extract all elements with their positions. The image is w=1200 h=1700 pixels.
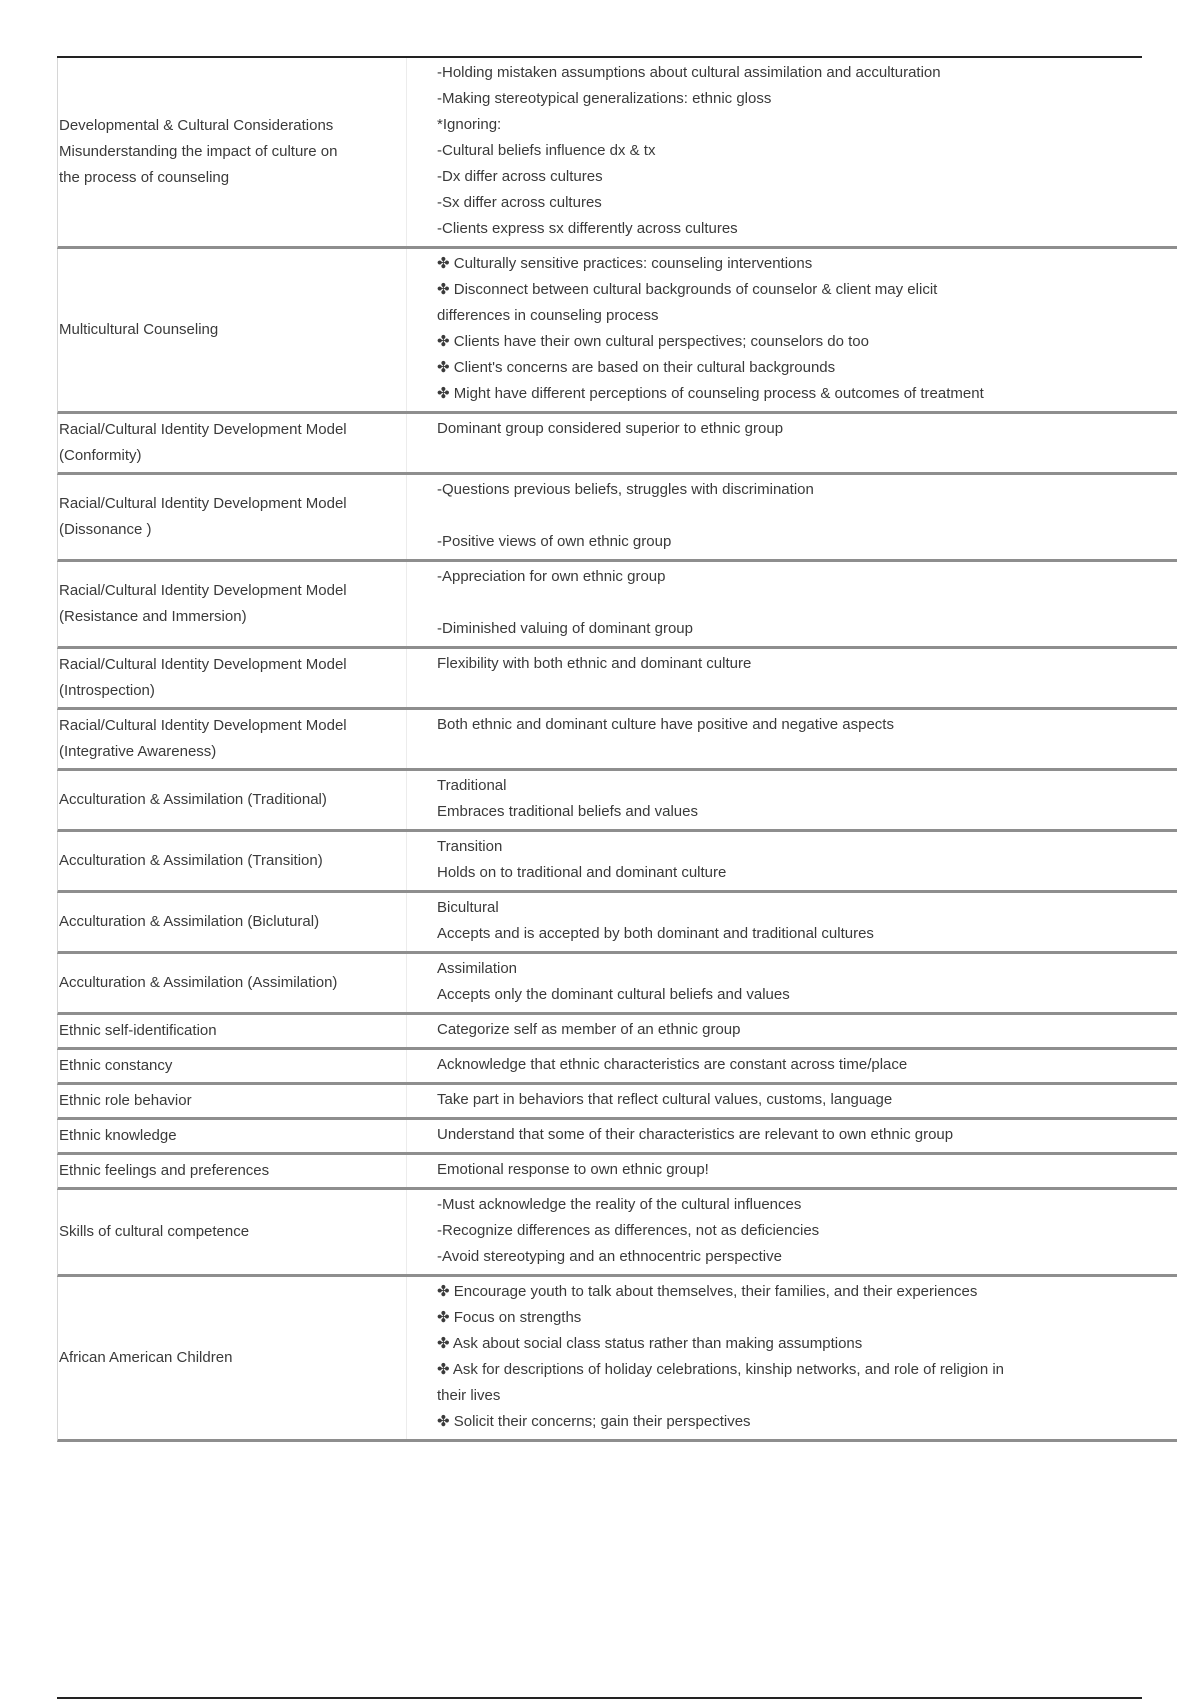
definition-line: -Making stereotypical generalizations: ethnic gloss: [437, 90, 772, 107]
definition-line: ✤ Focus on strengths: [437, 1309, 582, 1326]
term-line: (Dissonance ): [59, 521, 152, 538]
term-cell: [58, 1050, 406, 1082]
definition-cell: [406, 893, 1177, 951]
term-cell: [58, 771, 406, 829]
definition-line: their lives: [437, 1387, 501, 1404]
definition-line: ✤ Ask for descriptions of holiday celebrations, kinship networks, and role of religion in: [437, 1361, 1005, 1378]
term-line: (Integrative Awareness): [59, 743, 217, 760]
term-line: African American Children: [59, 1349, 233, 1366]
table-row: [57, 1155, 1177, 1190]
term-cell: [58, 414, 406, 472]
definition-line: -Dx differ across cultures: [437, 168, 603, 185]
term-line: (Conformity): [59, 447, 142, 464]
definition-line: Embraces traditional beliefs and values: [437, 803, 698, 820]
term-cell: [58, 832, 406, 890]
definition-cell: [406, 1155, 1177, 1187]
definition-line: ✤ Ask about social class status rather than making assumptions: [437, 1335, 863, 1352]
term-line: Misunderstanding the impact of culture on: [59, 143, 338, 160]
definition-cell: [406, 649, 1177, 707]
definition-line: Accepts and is accepted by both dominant and traditional cultures: [437, 925, 874, 942]
definition-line: -Avoid stereotyping and an ethnocentric perspective: [437, 1248, 782, 1265]
definition-line: Bicultural: [437, 899, 499, 916]
term-line: the process of counseling: [59, 169, 230, 186]
blank-line: [437, 590, 1169, 616]
term-line: Racial/Cultural Identity Development Model: [59, 656, 347, 673]
term-line: Acculturation & Assimilation (Traditional): [59, 791, 327, 808]
term-line: Acculturation & Assimilation (Transition): [59, 852, 323, 869]
definition-line: -Positive views of own ethnic group: [437, 533, 672, 550]
definition-cell: [406, 58, 1177, 246]
definition-cell: [406, 710, 1177, 768]
bottom-rule: [57, 1697, 1142, 1699]
table-row: [57, 58, 1177, 249]
term-cell: [58, 649, 406, 707]
definition-line: Categorize self as member of an ethnic group: [437, 1021, 741, 1038]
term-cell: [58, 893, 406, 951]
term-line: Acculturation & Assimilation (Assimilation): [59, 974, 338, 991]
term-cell: [58, 1085, 406, 1117]
table-row: [57, 1277, 1177, 1442]
definition-line: Flexibility with both ethnic and dominant culture: [437, 655, 752, 672]
definition-cell: [406, 1190, 1177, 1274]
definition-line: Emotional response to own ethnic group!: [437, 1161, 709, 1178]
definition-line: Traditional: [437, 777, 507, 794]
definition-line: -Clients express sx differently across cultures: [437, 220, 738, 237]
table-row: [57, 954, 1177, 1015]
definition-line: ✤ Disconnect between cultural backgrounds of counselor & client may elicit: [437, 281, 938, 298]
definition-line: -Appreciation for own ethnic group: [437, 568, 666, 585]
definition-line: ✤ Solicit their concerns; gain their perspectives: [437, 1413, 751, 1430]
definition-line: differences in counseling process: [437, 307, 659, 324]
term-line: Ethnic feelings and preferences: [59, 1162, 270, 1179]
term-cell: [58, 249, 406, 411]
term-cell: [58, 710, 406, 768]
term-line: Racial/Cultural Identity Development Model: [59, 717, 347, 734]
term-line: Acculturation & Assimilation (Biclutural): [59, 913, 320, 930]
term-cell: [58, 954, 406, 1012]
table-row: [57, 893, 1177, 954]
definition-cell: [406, 414, 1177, 472]
definition-line: -Holding mistaken assumptions about cultural assimilation and acculturation: [437, 64, 941, 81]
definition-cell: [406, 562, 1177, 646]
table-row: [57, 562, 1177, 649]
term-line: Developmental & Cultural Considerations: [59, 117, 334, 134]
definition-line: Understand that some of their characteristics are relevant to own ethnic group: [437, 1126, 954, 1143]
term-line: Ethnic knowledge: [59, 1127, 177, 1144]
definition-line: Holds on to traditional and dominant culture: [437, 864, 727, 881]
term-line: Ethnic self-identification: [59, 1022, 217, 1039]
table-row: [57, 1050, 1177, 1085]
table-row: [57, 832, 1177, 893]
definition-line: Transition: [437, 838, 503, 855]
definition-line: ✤ Encourage youth to talk about themselves, their families, and their experiences: [437, 1283, 978, 1300]
term-line: (Resistance and Immersion): [59, 608, 247, 625]
table-row: [57, 475, 1177, 562]
term-line: Racial/Cultural Identity Development Model: [59, 582, 347, 599]
definition-line: -Must acknowledge the reality of the cultural influences: [437, 1196, 802, 1213]
definition-cell: [406, 249, 1177, 411]
definition-line: Accepts only the dominant cultural beliefs and values: [437, 986, 790, 1003]
term-line: Racial/Cultural Identity Development Model: [59, 421, 347, 438]
table-row: [57, 710, 1177, 771]
term-line: Multicultural Counseling: [59, 321, 219, 338]
definition-cell: [406, 1277, 1177, 1439]
definition-cell: [406, 1120, 1177, 1152]
definition-cell: [406, 954, 1177, 1012]
term-cell: [58, 58, 406, 246]
blank-line: [437, 503, 1169, 529]
blank-line: [437, 677, 1169, 703]
term-line: Racial/Cultural Identity Development Model: [59, 495, 347, 512]
term-line: (Introspection): [59, 682, 155, 699]
term-cell: [58, 1277, 406, 1439]
definition-line: Both ethnic and dominant culture have positive and negative aspects: [437, 716, 894, 733]
term-cell: [58, 1190, 406, 1274]
definition-line: -Recognize differences as differences, not as deficiencies: [437, 1222, 820, 1239]
definition-cell: [406, 771, 1177, 829]
definition-line: -Diminished valuing of dominant group: [437, 620, 693, 637]
table-row: [57, 1085, 1177, 1120]
definition-line: -Cultural beliefs influence dx & tx: [437, 142, 656, 159]
definition-line: Assimilation: [437, 960, 518, 977]
term-line: Skills of cultural competence: [59, 1223, 250, 1240]
term-cell: [58, 1015, 406, 1047]
definition-line: -Questions previous beliefs, struggles with discrimination: [437, 481, 814, 498]
term-line: Ethnic role behavior: [59, 1092, 192, 1109]
definition-line: ✤ Might have different perceptions of counseling process & outcomes of treatment: [437, 385, 984, 402]
definition-cell: [406, 832, 1177, 890]
definition-line: Acknowledge that ethnic characteristics are constant across time/place: [437, 1056, 908, 1073]
definition-cell: [406, 1015, 1177, 1047]
definition-line: -Sx differ across cultures: [437, 194, 602, 211]
table-row: [57, 771, 1177, 832]
flashcard-table: [57, 58, 1177, 1442]
blank-line: [437, 442, 1169, 468]
table-row: [57, 249, 1177, 414]
term-cell: [58, 1120, 406, 1152]
term-cell: [58, 1155, 406, 1187]
definition-line: ✤ Culturally sensitive practices: counseling interventions: [437, 255, 813, 272]
definition-line: Take part in behaviors that reflect cultural values, customs, language: [437, 1091, 893, 1108]
definition-cell: [406, 475, 1177, 559]
table-row: [57, 1015, 1177, 1050]
table-row: [57, 414, 1177, 475]
definition-line: ✤ Client's concerns are based on their cultural backgrounds: [437, 359, 836, 376]
table-row: [57, 1120, 1177, 1155]
definition-line: ✤ Clients have their own cultural perspectives; counselors do too: [437, 333, 869, 350]
blank-line: [437, 738, 1169, 764]
table-row: [57, 1190, 1177, 1277]
definition-cell: [406, 1050, 1177, 1082]
term-cell: [58, 475, 406, 559]
definition-line: *Ignoring:: [437, 116, 502, 133]
definition-cell: [406, 1085, 1177, 1117]
term-cell: [58, 562, 406, 646]
term-line: Ethnic constancy: [59, 1057, 173, 1074]
definition-line: Dominant group considered superior to ethnic group: [437, 420, 784, 437]
table-row: [57, 649, 1177, 710]
